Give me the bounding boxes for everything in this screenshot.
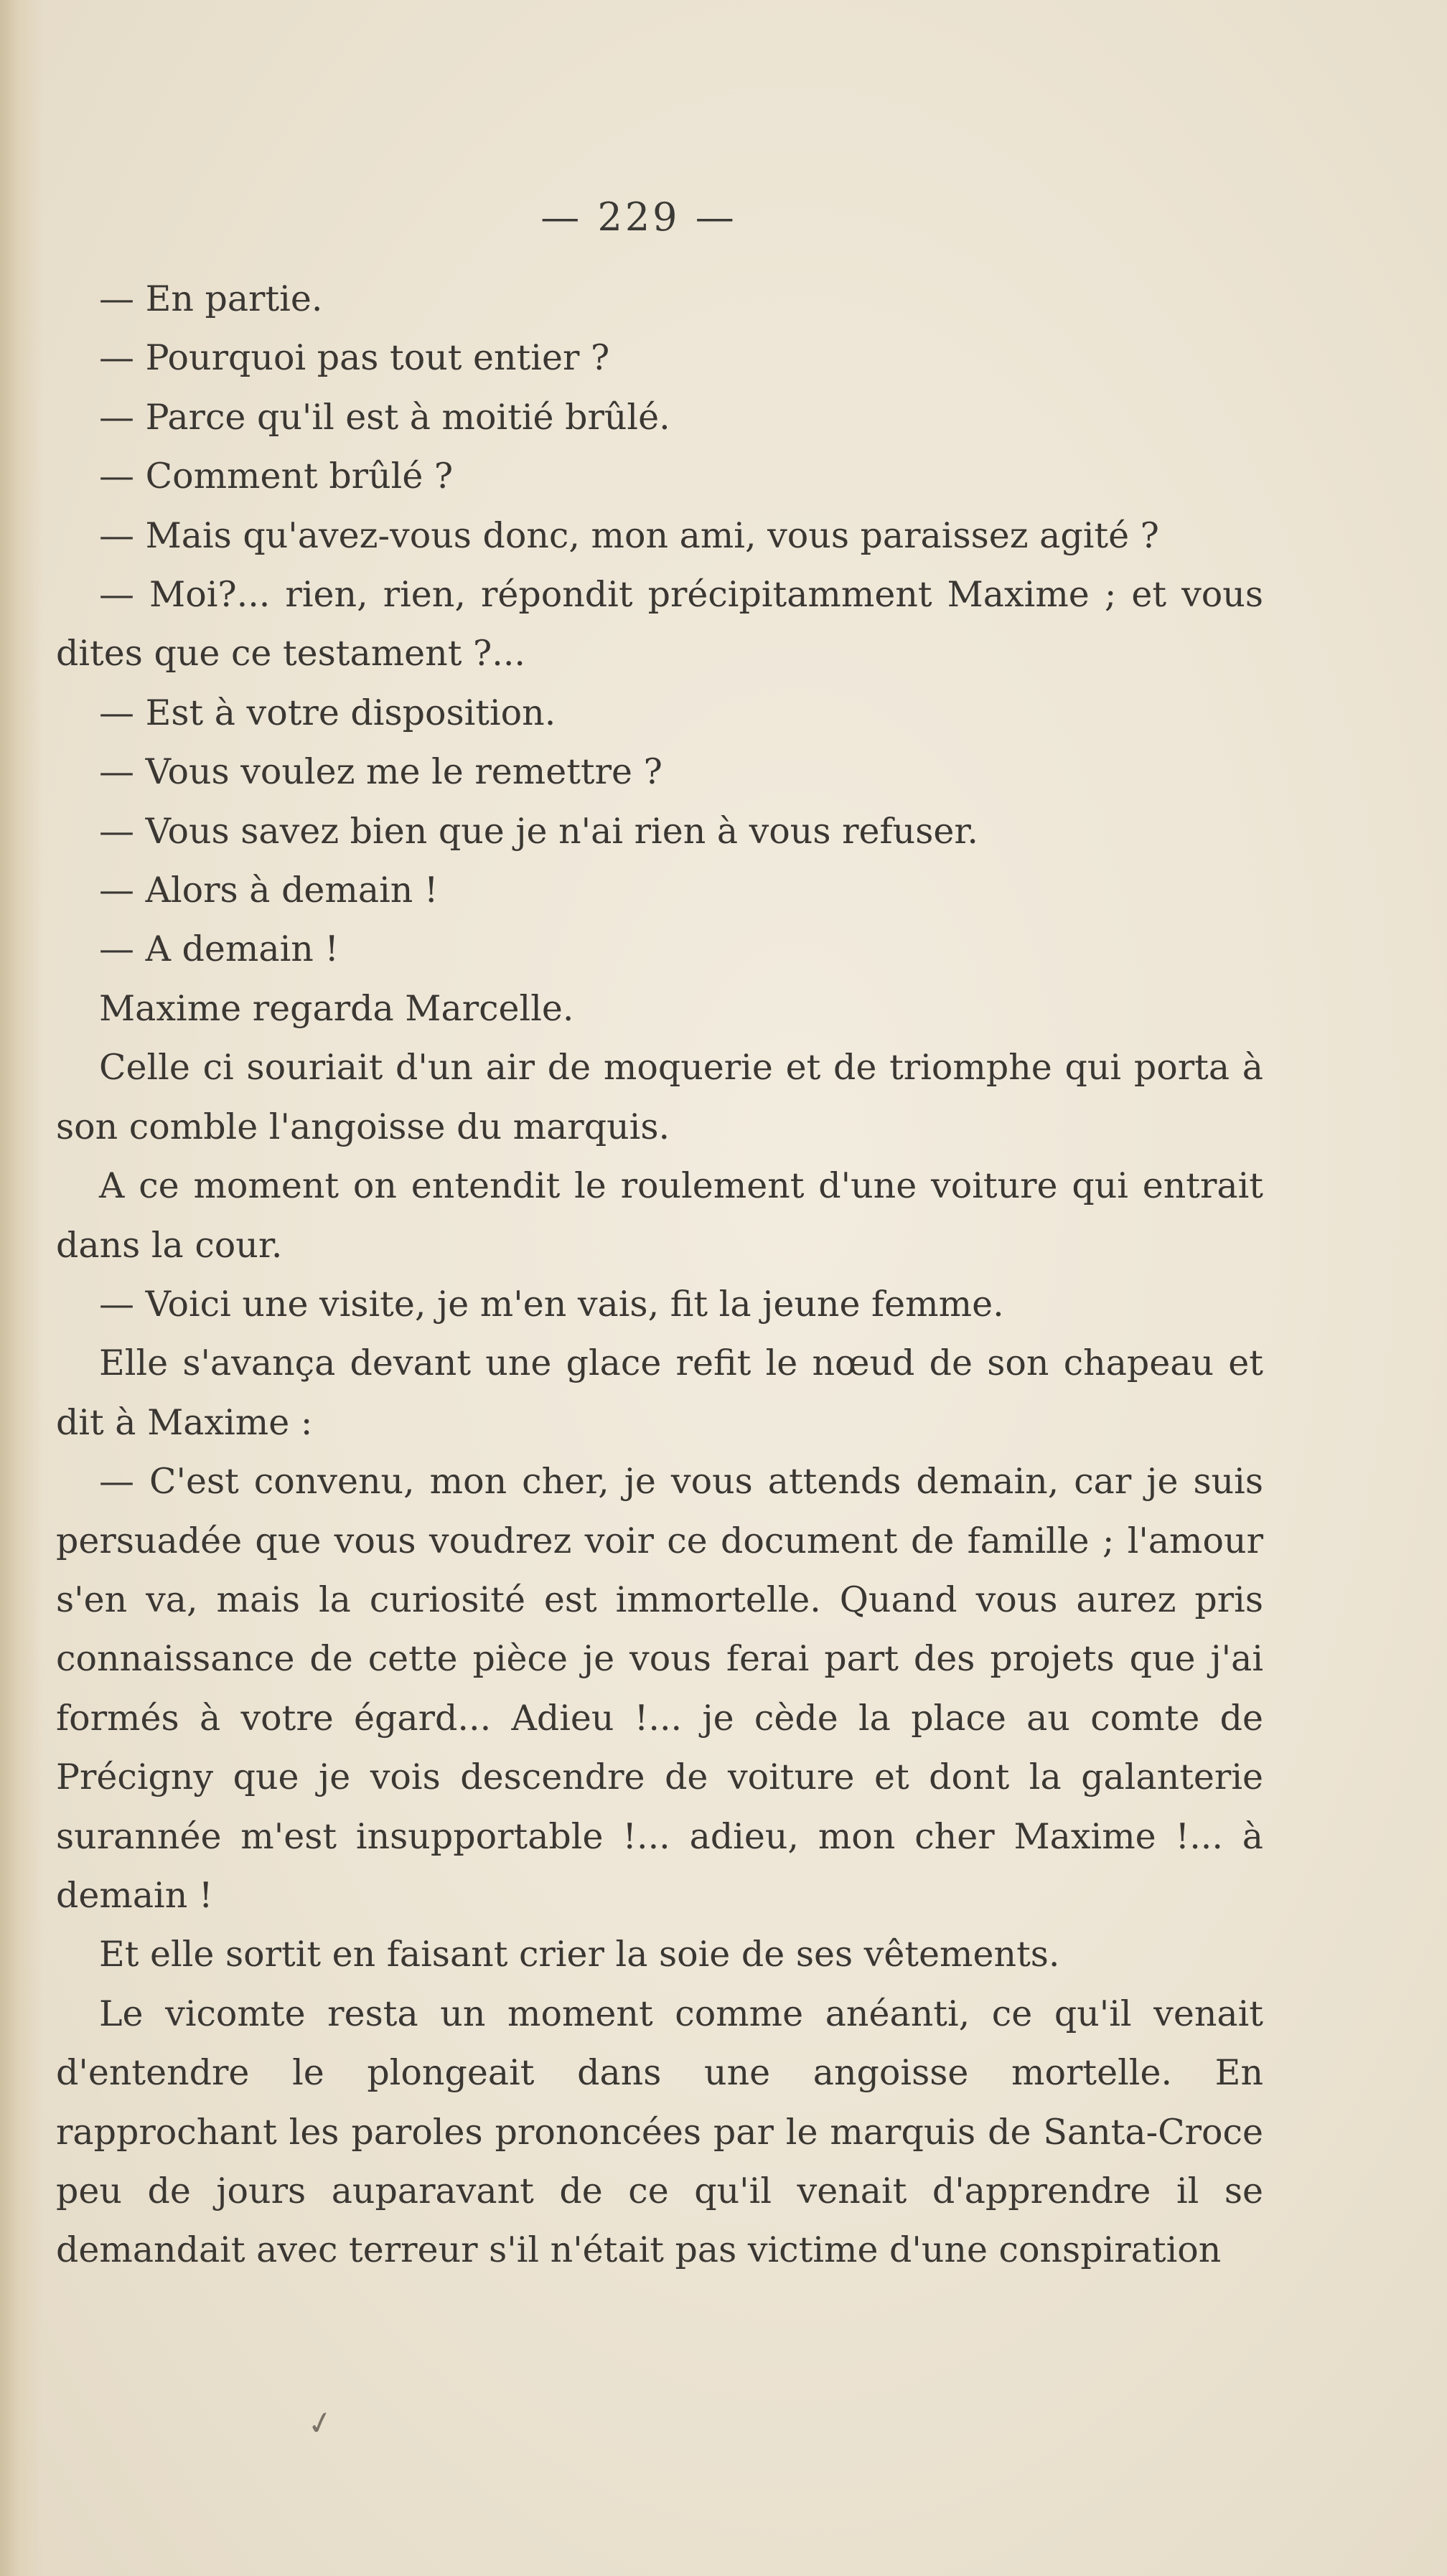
paragraph: Maxime regarda Marcelle. (99, 987, 574, 1029)
paragraph: Celle ci souriait d'un air de moquerie et de triomphe qui porta à son comble l'angoisse du marquis. (56, 1047, 1263, 1147)
paragraph: A ce moment on entendit le roulement d'une voiture qui entrait dans la cour. (56, 1165, 1263, 1266)
paragraph: Et elle sortit en faisant crier la soie de ses vêtements. (99, 1934, 1060, 1975)
pencil-mark-icon: ✓ (304, 2402, 337, 2445)
paragraph: Elle s'avança devant une glace refit le nœud de son chapeau et dit à Maxime : (56, 1343, 1263, 1443)
page-number: — 229 — (540, 194, 737, 240)
body-text (56, 270, 1263, 2280)
paragraph: — Vous savez bien que je n'ai rien à vous refuser. (99, 810, 978, 852)
paragraph: — C'est convenu, mon cher, je vous attends demain, car je suis persuadée que vous voudrez voir ce document de famille ; l'amour s'en va, mais la curiosité est immortelle. Quand vous aurez pris connaissance de cette pièce je vous ferai part des projets que j'ai formés à votre égard... Adieu !... je cède la place au comte de Précigny que je vois descendre de voiture et dont la galanterie surannée m'est insupportable !... adieu, mon cher Maxime !... à demain ! (56, 1461, 1263, 1916)
binding-shadow (0, 0, 43, 2576)
paragraph: — Mais qu'avez-vous donc, mon ami, vous paraissez agité ? (99, 514, 1159, 556)
paragraph: — Est à votre disposition. (99, 692, 556, 733)
paragraph: — A demain ! (99, 929, 339, 970)
paragraph: — Vous voulez me le remettre ? (99, 751, 662, 793)
paragraph: — Comment brûlé ? (99, 456, 454, 497)
paragraph: — Parce qu'il est à moitié brûlé. (99, 396, 670, 438)
paragraph: — Alors à demain ! (99, 870, 439, 911)
paragraph: — En partie. (99, 278, 323, 319)
paragraph: — Voici une visite, je m'en vais, fit la jeune femme. (99, 1283, 1004, 1325)
paragraph: Le vicomte resta un moment comme anéanti, ce qu'il venait d'entendre le plongeait dans une angoisse mortelle. En rapprochant les paroles prononcées par le marquis de Santa-Croce peu de jours auparavant de ce qu'il venait d'apprendre il se demandait avec terreur s'il n'était pas victime d'une conspiration (56, 1993, 1263, 2271)
paragraph: — Pourquoi pas tout entier ? (99, 337, 610, 379)
paragraph: — Moi?... rien, rien, répondit précipitamment Maxime ; et vous dites que ce testament ?... (56, 574, 1263, 674)
